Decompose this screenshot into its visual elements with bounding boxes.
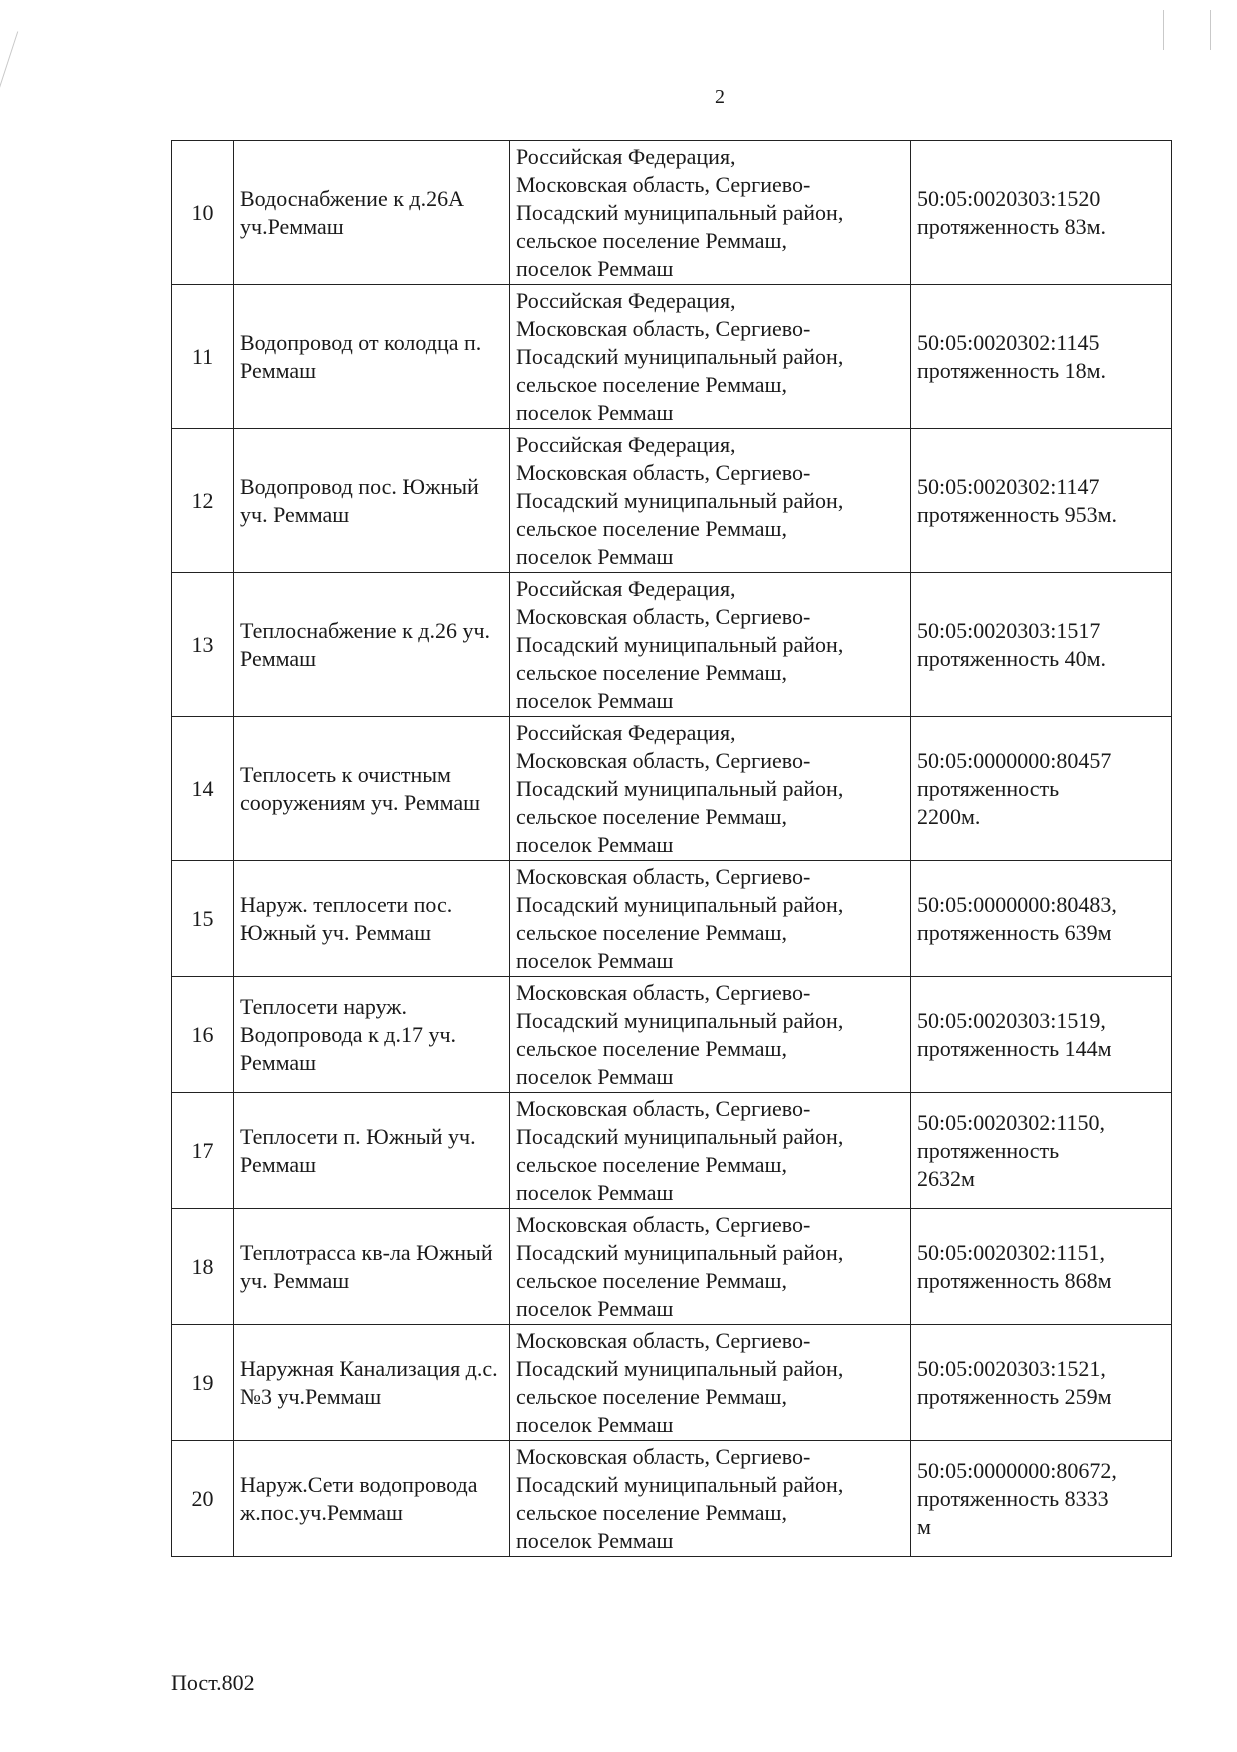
- registry-table: [171, 140, 1172, 1557]
- table-row: [172, 1325, 1172, 1441]
- object-name: Теплосети п. Южный уч. Реммаш: [234, 1093, 510, 1209]
- row-number: 10: [172, 141, 234, 285]
- cadastral-info: 50:05:0020303:1517 протяженность 40м.: [911, 573, 1172, 717]
- object-name: Наруж.Сети водопровода ж.пос.уч.Реммаш: [234, 1441, 510, 1557]
- row-number: 13: [172, 573, 234, 717]
- table-row: [172, 141, 1172, 285]
- object-name: Водоснабжение к д.26А уч.Реммаш: [234, 141, 510, 285]
- object-name: Наружная Канализация д.с. №3 уч.Реммаш: [234, 1325, 510, 1441]
- object-address: Российская Федерация, Московская область, Сергиево- Посадский муниципальный район, сельское поселение Реммаш, поселок Реммаш: [510, 285, 911, 429]
- row-number: 15: [172, 861, 234, 977]
- table-row: [172, 1441, 1172, 1557]
- object-name: Водопровод от колодца п. Реммаш: [234, 285, 510, 429]
- scan-edge-mark: [1210, 10, 1211, 50]
- cadastral-info: 50:05:0020302:1150, протяженность 2632м: [911, 1093, 1172, 1209]
- cadastral-info: 50:05:0020303:1519, протяженность 144м: [911, 977, 1172, 1093]
- row-number: 11: [172, 285, 234, 429]
- row-number: 12: [172, 429, 234, 573]
- table-row: [172, 429, 1172, 573]
- cadastral-info: 50:05:0020303:1521, протяженность 259м: [911, 1325, 1172, 1441]
- table-row: [172, 977, 1172, 1093]
- object-address: Российская Федерация, Московская область, Сергиево- Посадский муниципальный район, сельское поселение Реммаш, поселок Реммаш: [510, 141, 911, 285]
- row-number: 20: [172, 1441, 234, 1557]
- document-reference: Пост.802: [171, 1670, 255, 1695]
- row-number: 17: [172, 1093, 234, 1209]
- object-name: Теплосеть к очистным сооружениям уч. Реммаш: [234, 717, 510, 861]
- object-address: Московская область, Сергиево- Посадский муниципальный район, сельское поселение Реммаш, поселок Реммаш: [510, 1209, 911, 1325]
- cadastral-info: 50:05:0000000:80457 протяженность 2200м.: [911, 717, 1172, 861]
- object-name: Теплотрасса кв-ла Южный уч. Реммаш: [234, 1209, 510, 1325]
- object-address: Московская область, Сергиево- Посадский муниципальный район, сельское поселение Реммаш, поселок Реммаш: [510, 861, 911, 977]
- cadastral-info: 50:05:0020303:1520 протяженность 83м.: [911, 141, 1172, 285]
- table-row: [172, 861, 1172, 977]
- object-name: Теплосети наруж. Водопровода к д.17 уч. Реммаш: [234, 977, 510, 1093]
- object-address: Московская область, Сергиево- Посадский муниципальный район, сельское поселение Реммаш, поселок Реммаш: [510, 1093, 911, 1209]
- cadastral-info: 50:05:0000000:80672, протяженность 8333 м: [911, 1441, 1172, 1557]
- row-number: 19: [172, 1325, 234, 1441]
- object-name: Водопровод пос. Южный уч. Реммаш: [234, 429, 510, 573]
- cadastral-info: 50:05:0000000:80483, протяженность 639м: [911, 861, 1172, 977]
- table-row: [172, 573, 1172, 717]
- table-row: [172, 1093, 1172, 1209]
- row-number: 14: [172, 717, 234, 861]
- object-address: Московская область, Сергиево- Посадский муниципальный район, сельское поселение Реммаш, поселок Реммаш: [510, 1325, 911, 1441]
- table-row: [172, 285, 1172, 429]
- row-number: 16: [172, 977, 234, 1093]
- scan-edge-mark: [1163, 10, 1164, 50]
- cadastral-info: 50:05:0020302:1151, протяженность 868м: [911, 1209, 1172, 1325]
- table-row: [172, 1209, 1172, 1325]
- page-number: 2: [715, 86, 725, 108]
- object-address: Российская Федерация, Московская область, Сергиево- Посадский муниципальный район, сельское поселение Реммаш, поселок Реммаш: [510, 429, 911, 573]
- object-name: Теплоснабжение к д.26 уч. Реммаш: [234, 573, 510, 717]
- cadastral-info: 50:05:0020302:1147 протяженность 953м.: [911, 429, 1172, 573]
- object-address: Российская Федерация, Московская область, Сергиево- Посадский муниципальный район, сельское поселение Реммаш, поселок Реммаш: [510, 573, 911, 717]
- table-row: [172, 717, 1172, 861]
- object-address: Российская Федерация, Московская область, Сергиево- Посадский муниципальный район, сельское поселение Реммаш, поселок Реммаш: [510, 717, 911, 861]
- scan-edge-mark: [0, 31, 18, 88]
- cadastral-info: 50:05:0020302:1145 протяженность 18м.: [911, 285, 1172, 429]
- object-name: Наруж. теплосети пос. Южный уч. Реммаш: [234, 861, 510, 977]
- object-address: Московская область, Сергиево- Посадский муниципальный район, сельское поселение Реммаш, поселок Реммаш: [510, 1441, 911, 1557]
- object-address: Московская область, Сергиево- Посадский муниципальный район, сельское поселение Реммаш, поселок Реммаш: [510, 977, 911, 1093]
- row-number: 18: [172, 1209, 234, 1325]
